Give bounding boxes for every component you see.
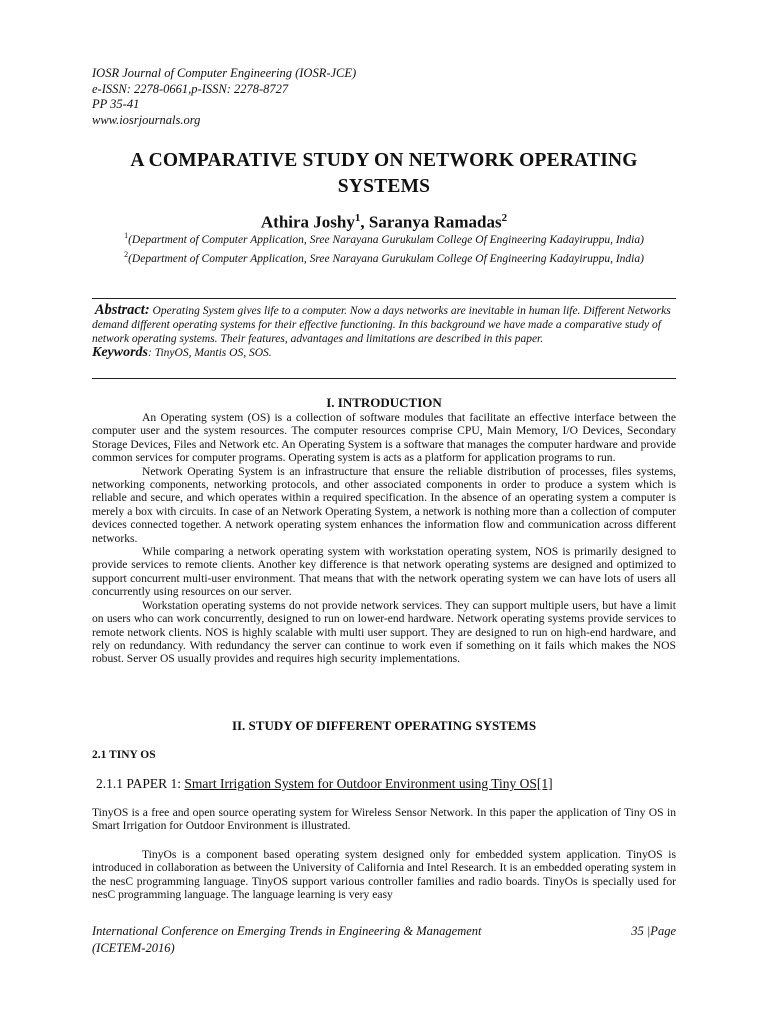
abstract	[92, 303, 676, 360]
footer-conference: International Conference on Emerging Trends in Engineering & Management	[92, 924, 482, 938]
section-heading-introduction: I. INTRODUCTION	[326, 395, 442, 410]
keywords-label: Keywords	[92, 345, 148, 360]
introduction-body	[92, 411, 676, 666]
intro-paragraph: Workstation operating systems do not provide network services. They can support multiple users, but have a limit on users who can work concurrently, designed to run on lower-end hardware. Network operating systems provide services to remote network clients. NOS is highly scalable with multi user support. They are designed to run on high-end hardware, and rely on redundancy. With redundancy the server can continue to work even if something on it fails which makes the NOS robust. Server OS usually provides and requires high security implementations.	[92, 598, 676, 666]
intro-paragraph: Network Operating System is an infrastructure that ensure the reliable distribution of processes, files systems, networking components, networking protocols, and other associated components in order to produce a system which is reliable and secure, and which operates within a required specification. In the absence of an operating system a computer is merely a box with circuits. In case of an Network Operating System, a network is nothing more than a collection of computer devices connected together. A network operating system enhances the information flow and communication across different networks.	[92, 464, 676, 545]
journal-issn: e-ISSN: 2278-0661,p-ISSN: 2278-8727	[92, 81, 289, 96]
journal-name: IOSR Journal of Computer Engineering (IOSR-JCE)	[92, 66, 357, 80]
author-2: Saranya Ramadas	[368, 212, 502, 232]
paper-title	[92, 148, 676, 200]
section-heading-study: II. STUDY OF DIFFERENT OPERATING SYSTEMS	[231, 718, 537, 733]
affiliation-1: $^1$(Department of Computer Application, Sree Narayana Gurukulam College Of Engineering Kadayiruppu, India)	[124, 231, 644, 246]
intro-paragraph: While comparing a network operating system with workstation operating system, NOS is primarily designed to provide services to remote clients. Another key difference is that network operating systems are designed and optimized to support concurrent multi-user environment. That means that with the network operating system we can have lots of users all concurrently using resources on our server.	[92, 545, 676, 599]
divider-top	[92, 298, 676, 299]
affiliation-2: $^2$(Department of Computer Application, Sree Narayana Gurukulam College Of Engineering Kadayiruppu, India)	[124, 250, 644, 266]
affiliations	[92, 229, 676, 268]
journal-website[interactable]: www.iosrjournals.org	[92, 112, 201, 127]
keywords: Keywords: TinyOS, Mantis OS, SOS.	[92, 345, 272, 360]
paper1-title: Smart Irrigation System for Outdoor Environment using Tiny OS[1]	[184, 776, 553, 791]
paper1-heading	[96, 776, 680, 792]
journal-pages: PP 35-41	[92, 97, 140, 111]
author-1: Athira Joshy	[260, 212, 355, 232]
title-line-1: A COMPARATIVE STUDY ON NETWORK OPERATING	[130, 150, 638, 171]
paper1-prefix: 2.1.1 PAPER 1:	[96, 776, 185, 791]
author-2-sup: 2	[501, 212, 508, 224]
divider-bottom	[92, 378, 676, 379]
title-line-2: SYSTEMS	[337, 176, 431, 197]
tinyos-paragraph-2: TinyOs is a component based operating system designed only for embedded system application. TinyOS is introduced in collaboration as between the University of California and Intel Research. It is an embedded operating system in the nesC programming language. TinyOS support various controller families and radio boards. TinyOs is specially used for nesC programming language. The language learning is very easy	[92, 848, 676, 902]
footer-page-number: 35 |Page	[631, 924, 676, 938]
subsection-heading-tinyos: 2.1 TINY OS	[92, 749, 156, 761]
page-footer	[92, 923, 676, 957]
footer-acronym: (ICETEM-2016)	[92, 941, 175, 955]
intro-paragraph: An Operating system (OS) is a collection of software modules that facilitate an effective interface between the computer user and the system resources. The computer resources comprise CPU, Main Memory, I/O Devices, Secondary Storage Devices, Files and Network etc. An Operating System is a software that manages the computer hardware and provide common services for computer programs. Operating system is acts as a platform for application programs to run.	[92, 411, 676, 465]
tinyos-paragraph-1: TinyOS is a free and open source operating system for Wireless Sensor Network. In this paper the application of Tiny OS in Smart Irrigation for Outdoor Environment is illustrated.	[92, 806, 676, 833]
author-separator: ,	[360, 212, 369, 232]
author-1-sup: 1	[354, 212, 361, 224]
abstract-text: Abstract: Operating System gives life to a computer. Now a days networks are inevitable in human life. Different Networks demand different operating systems for their effective functioning. In this background we have made a comparative study of network operating systems. Their features, advantages and limitations are described in this paper.	[92, 302, 671, 345]
journal-header	[92, 66, 676, 128]
abstract-label: Abstract	[94, 302, 145, 318]
